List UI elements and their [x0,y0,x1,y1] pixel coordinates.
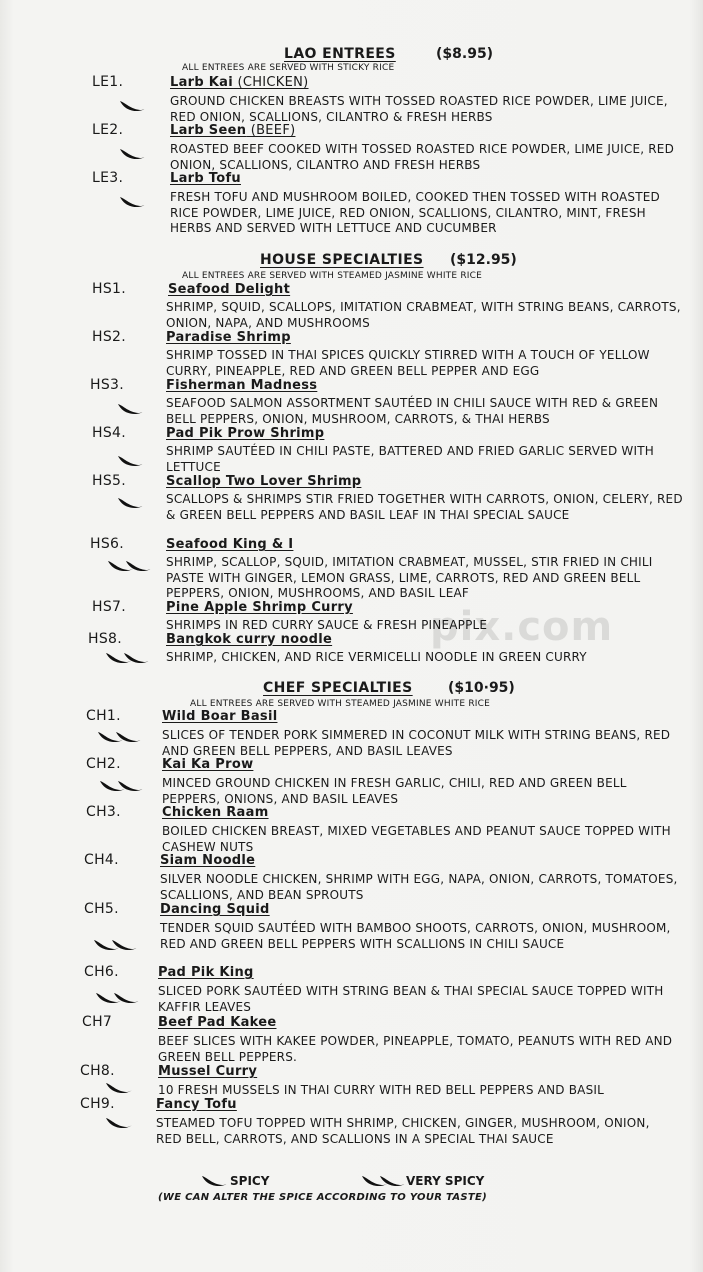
chili-very-spicy-icon [92,937,144,953]
item-description: SHRIMP, CHICKEN, AND RICE VERMICELLI NOODLE IN GREEN CURRY [166,650,587,664]
item-description: SHRIMPS IN RED CURRY SAUCE & FRESH PINEAPPLE [166,618,488,632]
chili-very-spicy-icon [104,650,156,666]
item-description: SLICED PORK SAUTÉED WITH STRING BEAN & THAI SPECIAL SAUCE TOPPED WITH KAFFIR LEAVES [158,984,664,1014]
item-name-extra: (BEEF) [246,123,296,138]
item-name: Seafood King & I [166,537,294,552]
section-note: ALL ENTREES ARE SERVED WITH STICKY RICE [182,63,395,73]
item-code: CH1. [86,708,121,724]
section-price: ($8.95) [436,46,494,62]
legend-very-spicy-label: VERY SPICY [406,1174,485,1188]
item-description: 10 FRESH MUSSELS IN THAI CURRY WITH RED BELL PEPPERS AND BASIL [158,1083,605,1097]
item-description: SLICES OF TENDER PORK SIMMERED IN COCONUT MILK WITH STRING BEANS, RED AND GREEN BELL PEPPERS, AND BASIL LEAVES [162,728,671,758]
item-code: CH4. [84,852,119,868]
chili-spicy-icon [116,495,152,511]
item-name [170,171,241,186]
item-code: HS1. [92,281,126,297]
item-name-main: Larb Kai [170,75,234,90]
item-description: BEEF SLICES WITH KAKEE POWDER, PINEAPPLE, TOMATO, PEANUTS WITH RED AND GREEN BELL PEPPERS. [158,1034,673,1064]
item-name: Kai Ka Prow [162,757,254,772]
item-code: LE1. [92,74,124,90]
item-description: MINCED GROUND CHICKEN IN FRESH GARLIC, CHILI, RED AND GREEN BELL PEPPERS, ONIONS, AND BASIL LEAVES [162,776,627,806]
item-code: HS2. [92,329,126,345]
chili-spicy-icon [104,1080,140,1096]
item-description: SHRIMP SAUTÉED IN CHILI PASTE, BATTERED AND FRIED GARLIC SERVED WITH LETTUCE [166,444,654,474]
watermark: pix.com [430,604,614,650]
item-name: Seafood Delight [168,282,291,297]
item-name: Mussel Curry [158,1064,258,1079]
chili-spicy-icon [118,194,154,210]
item-description: SCALLOPS & SHRIMPS STIR FRIED TOGETHER WITH CARROTS, ONION, CELERY, RED & GREEN BELL PEPPERS AND BASIL LEAF IN THAI SPECIAL SAUCE [166,492,683,522]
chili-very-spicy-icon [96,729,148,745]
chili-very-spicy-icon [106,558,158,574]
item-name-main: Larb Tofu [170,171,241,186]
item-description: BOILED CHICKEN BREAST, MIXED VEGETABLES AND PEANUT SAUCE TOPPED WITH CASHEW NUTS [162,824,671,854]
item-description: TENDER SQUID SAUTÉED WITH BAMBOO SHOOTS, CARROTS, ONION, MUSHROOM, RED AND GREEN BELL PEPPERS WITH SCALLIONS IN CHILI SAUCE [160,921,671,951]
item-code: CH6. [84,964,119,980]
item-description: SHRIMP, SQUID, SCALLOPS, IMITATION CRABMEAT, WITH STRING BEANS, CARROTS, ONION, NAPA, AND MUSHROOMS [166,300,681,330]
item-description: ROASTED BEEF COOKED WITH TOSSED ROASTED RICE POWDER, LIME JUICE, RED ONION, SCALLIONS, CILANTRO AND FRESH HERBS [170,142,675,172]
legend-spicy-label: SPICY [230,1174,270,1188]
item-name: Paradise Shrimp [166,330,291,345]
section-note: ALL ENTREES ARE SERVED WITH STEAMED JASMINE WHITE RICE [182,271,482,281]
section-note: ALL ENTREES ARE SERVED WITH STEAMED JASMINE WHITE RICE [190,699,490,709]
item-code: HS6. [90,536,124,552]
legend-spice-note: (WE CAN ALTER THE SPICE ACCORDING TO YOUR TASTE) [158,1192,488,1203]
section-price: ($10·95) [448,680,515,696]
item-name: Beef Pad Kakee [158,1015,277,1030]
item-code: CH2. [86,756,121,772]
item-name: Scallop Two Lover Shrimp [166,474,362,489]
item-name: Pad Pik Prow Shrimp [166,426,325,441]
item-code: HS4. [92,425,126,441]
item-description: GROUND CHICKEN BREASTS WITH TOSSED ROASTED RICE POWDER, LIME JUICE, RED ONION, SCALLIONS, CILANTRO & FRESH HERBS [170,94,668,124]
chili-spicy-icon [104,1115,140,1131]
section-title: CHEF SPECIALTIES [263,680,413,696]
item-name: Fisherman Madness [166,378,318,393]
section-title: HOUSE SPECIALTIES [260,252,424,268]
chili-very-spicy-icon [98,778,150,794]
item-name: Wild Boar Basil [162,709,278,724]
item-name [170,75,309,90]
item-description: SHRIMP TOSSED IN THAI SPICES QUICKLY STIRRED WITH A TOUCH OF YELLOW CURRY, PINEAPPLE, RED AND GREEN BELL PEPPER AND EGG [166,348,650,378]
item-code: CH7 [82,1014,113,1030]
item-code: HS5. [92,473,126,489]
chili-very-spicy-icon [360,1173,412,1189]
chili-spicy-icon [116,401,152,417]
item-description: SHRIMP, SCALLOP, SQUID, IMITATION CRABMEAT, MUSSEL, STIR FRIED IN CHILI PASTE WITH GINGER, LEMON GRASS, LIME, CARROTS, RED AND GREEN BELL PEPPERS, ONION, MUSHROOMS, AND BASIL LEAF [166,555,653,601]
item-name: Chicken Raam [162,805,269,820]
item-name [170,123,295,138]
item-code: LE2. [92,122,124,138]
chili-spicy-icon [118,98,154,114]
item-description: FRESH TOFU AND MUSHROOM BOILED, COOKED THEN TOSSED WITH ROASTED RICE POWDER, LIME JUICE, RED ONION, SCALLIONS, CILANTRO, MINT, FRESH HERBS AND SERVED WITH LETTUCE AND CUCUMBER [170,190,660,236]
item-code: CH8. [80,1063,115,1079]
item-name-main: Larb Seen [170,123,247,138]
section-title: LAO ENTREES [284,46,396,62]
item-name: Siam Noodle [160,853,256,868]
item-description: SILVER NOODLE CHICKEN, SHRIMP WITH EGG, NAPA, ONION, CARROTS, TOMATOES, SCALLIONS, AND BEAN SPROUTS [160,872,678,902]
item-name: Bangkok curry noodle [166,632,333,647]
item-code: CH9. [80,1096,115,1112]
item-code: HS3. [90,377,124,393]
item-code: HS7. [92,599,126,615]
item-code: CH3. [86,804,121,820]
chili-very-spicy-icon [94,990,146,1006]
item-name: Pine Apple Shrimp Curry [166,600,353,615]
item-description: STEAMED TOFU TOPPED WITH SHRIMP, CHICKEN, GINGER, MUSHROOM, ONION, RED BELL, CARROTS, AND SCALLIONS IN A SPECIAL THAI SAUCE [156,1116,650,1146]
item-name: Fancy Tofu [156,1097,237,1112]
item-name: Pad Pik King [158,965,254,980]
item-code: HS8. [88,631,122,647]
item-description: SEAFOOD SALMON ASSORTMENT SAUTÉED IN CHILI SAUCE WITH RED & GREEN BELL PEPPERS, ONION, MUSHROOM, CARROTS, & THAI HERBS [166,396,659,426]
chili-spicy-icon [118,146,154,162]
item-code: CH5. [84,901,119,917]
item-code: LE3. [92,170,124,186]
chili-spicy-icon [116,453,152,469]
item-name: Dancing Squid [160,902,270,917]
section-price: ($12.95) [450,252,517,268]
item-name-extra: (CHICKEN) [233,75,309,90]
